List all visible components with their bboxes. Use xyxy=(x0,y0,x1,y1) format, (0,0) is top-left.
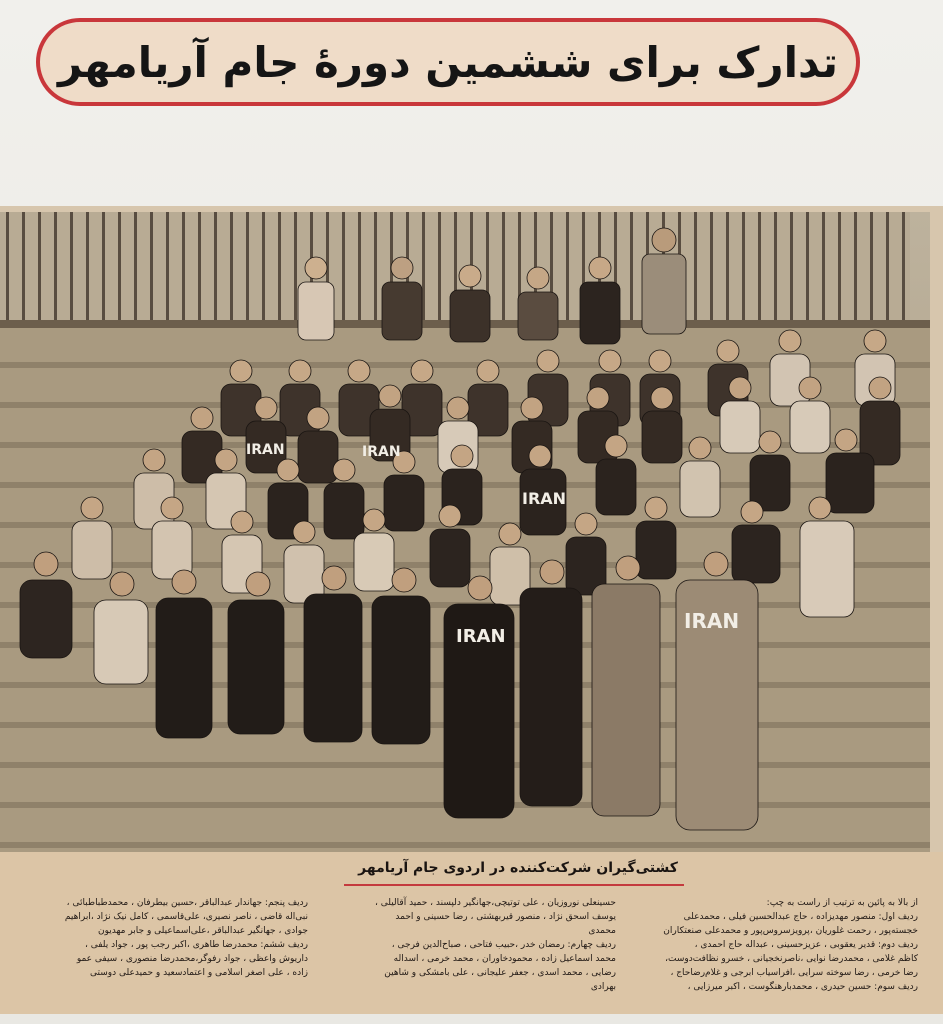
caption-line: یوسف اسحق نژاد ، منصور قیربهشتی ، رضا حسینی و احمد xyxy=(395,912,616,922)
caption-line: ردیف پنجم: جهاندار عبدالباقر ،حسین بیطرفان ، محمدطباطبائی ، xyxy=(66,898,308,908)
caption-line: رضا خرمی ، رضا سوخته سرایی ،افراسیاب ابرجی و غلام‌رضاحاج‌ ، xyxy=(670,968,918,978)
caption-line: بهرادی xyxy=(590,982,616,992)
caption-line: ردیف سوم: حسین حیدری ، محمدبار‌هنگوست ، اکبر میرزایی ، xyxy=(687,982,918,992)
caption-line: جوادی ، جهانگیر عبدالباقر ،علی‌اسماعیلی و جابر مهدیون xyxy=(98,926,308,936)
jersey-label-3: IRAN xyxy=(522,489,567,508)
jersey-label-5: IRAN xyxy=(684,609,740,633)
page-bottom-edge xyxy=(0,1014,943,1024)
caption-column-right xyxy=(628,896,918,1016)
caption-rule xyxy=(344,884,684,886)
caption-line: حسینعلی نوروزیان ، علی توتیچی،جهانگیر دلپسند ، حمید آقالیلی ، xyxy=(374,898,616,908)
caption-line: زاده ، علی اصغر اسلامی و اعتمادسعید و حمیدعلی دوستی xyxy=(90,968,308,978)
caption-column-middle xyxy=(326,896,616,1016)
caption-line: از بالا به پائین به ترتیب از راست به چپ: xyxy=(766,898,918,908)
jersey-label-1: IRAN xyxy=(246,442,285,458)
caption-title: کشتی‌گیران شرکت‌کننده در اردوی جام آریامهر xyxy=(358,860,678,876)
headline-banner xyxy=(36,18,860,106)
caption-line: محمد اسماعیل زاده ، محمودخاوران ، محمد خرمی ، اسداله xyxy=(393,954,616,964)
jersey-label-4: IRAN xyxy=(456,626,506,647)
caption-line: داریوش واعظی ، جواد رفوگر،محمدرضا منصوری ، سیفی عمو xyxy=(76,954,308,964)
caption-line: ردیف دوم: قدیر یعقوبی ، عزیزحسینی ، عبداله حاج احمدی ، xyxy=(694,940,918,950)
caption-line: رضایی ، محمد اسدی ، جعفر علیجانی ، علی بامشکی و شاهین xyxy=(384,968,616,978)
team-photo-illustration xyxy=(0,212,930,852)
caption-line: خجسته‌پور ، رحمت غلوریان ،پرویزسروس‌پور و محمدعلی صنعتکاران xyxy=(663,926,918,936)
caption-line: ردیف چهارم: رمضان خدر ،حبیب فتاحی ، صباح‌الدین فرجی ، xyxy=(391,940,616,950)
caption-line: محمدی xyxy=(588,926,616,936)
caption-column-left xyxy=(8,896,308,1016)
caption-line: نبی‌اله قاضی ، ناصر نصیری، علی‌قاسمی ، کامل نیک نژاد ،ابراهیم xyxy=(64,912,308,922)
headline: تدارک برای ششمین دورهٔ جام آریامهر xyxy=(57,37,839,87)
caption-line: ردیف اول: منصور مهدیزاده ، حاج عبدالحسین فیلی ، محمدعلی xyxy=(683,912,918,922)
caption-line: ردیف ششم: محمدرضا طاهری ،اکبر رجب پور ، جواد یلفی ، xyxy=(84,940,308,950)
jersey-label-2: IRAN xyxy=(362,444,401,460)
team-photo xyxy=(0,212,930,852)
caption-line: کاظم غلامی ، محمدرضا نوایی ،ناصرنخجیانی ، خسرو نظافت‌دوست، xyxy=(665,954,918,964)
